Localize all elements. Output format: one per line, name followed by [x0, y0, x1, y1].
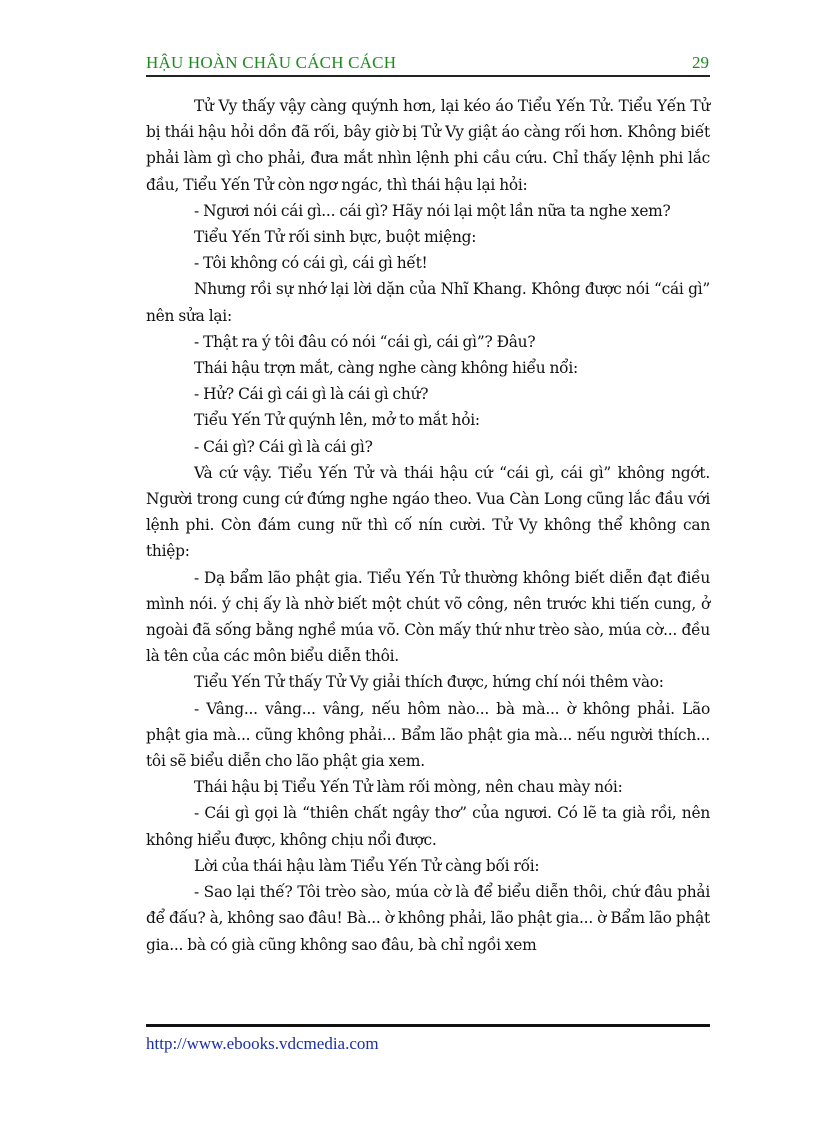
paragraph: - Tôi không có cái gì, cái gì hết!	[194, 254, 428, 273]
paragraph: - Ngươi nói cái gì... cái gì? Hãy nói lại một lần nữa ta nghe xem?	[194, 201, 671, 220]
paragraph: - Hử? Cái gì cái gì là cái gì chứ?	[194, 385, 429, 404]
paragraph: Tiểu Yến Tử rối sinh bực, buột miệng:	[194, 228, 477, 247]
paragraph: Và cứ vậy. Tiểu Yến Tử và thái hậu cứ “cái gì, cái gì” không ngớt. Người trong cung cứ đứng nghe ngáo theo. Vua Càn Long cũng lắc đầu với lệnh phi. Còn đám cung nữ thì cố nín cười. Tử Vy không thể không can thiệp:	[146, 463, 710, 561]
paragraph: - Thật ra ý tôi đâu có nói “cái gì, cái gì”? Đâu?	[194, 332, 536, 351]
paragraph: - Sao lại thế? Tôi trèo sào, múa cờ là để biểu diễn thôi, chứ đâu phải để đấu? à, không sao đâu! Bà... ờ không phải, lão phật gia... ờ Bẩm lão phật gia... bà có già cũng không sao đâu, bà chỉ ngồi xem	[146, 883, 710, 954]
paragraph: - Vâng... vâng... vâng, nếu hôm nào... bà mà... ờ không phải. Lão phật gia mà... cũng không phải... Bẩm lão phật gia mà... nếu người thích... tôi sẽ biểu diễn cho lão phật gia xem.	[146, 699, 710, 771]
paragraph: Tử Vy thấy vậy càng quýnh hơn, lại kéo áo Tiểu Yến Tử. Tiểu Yến Tử bị thái hậu hỏi dồn đã rối, bây giờ bị Tử Vy giật áo càng rối hơn. Không biết phải làm gì cho phải, đưa mắt nhìn lệnh phi cầu cứu. Chỉ thấy lệnh phi lắc đầu, Tiểu Yến Tử còn ngơ ngác, thì thái hậu lại hỏi:	[146, 97, 710, 194]
body-text	[146, 93, 710, 958]
paragraph: Thái hậu bị Tiểu Yến Tử làm rối mòng, nên chau mày nói:	[194, 778, 623, 797]
paragraph: - Dạ bẩm lão phật gia. Tiểu Yến Tử thường không biết diễn đạt điều mình nói. ý chị ấy là nhờ biết một chút võ công, nên trước khi tiến cung, ở ngoài đã sống bằng nghề múa võ. Còn mấy thứ như trèo sào, múa cờ... đều là tên của các môn biểu diễn thôi.	[146, 568, 710, 666]
footer-divider	[146, 1024, 710, 1027]
paragraph: Thái hậu trợn mắt, càng nghe càng không hiểu nổi:	[194, 359, 578, 378]
paragraph: Lời của thái hậu làm Tiểu Yến Tử càng bối rối:	[194, 856, 540, 875]
paragraph: Tiểu Yến Tử thấy Tử Vy giải thích được, hứng chí nói thêm vào:	[194, 673, 664, 692]
header-divider	[146, 75, 710, 77]
paragraph: Nhưng rồi sự nhớ lại lời dặn của Nhĩ Khang. Không được nói “cái gì” nên sửa lại:	[146, 280, 710, 325]
footer-url-link[interactable]: http://www.ebooks.vdcmedia.com	[146, 1034, 379, 1053]
paragraph: - Cái gì gọi là “thiên chất ngây thơ” của ngươi. Có lẽ ta già rồi, nên không hiểu được, không chịu nổi được.	[146, 804, 710, 849]
paragraph: Tiểu Yến Tử quýnh lên, mở to mắt hỏi:	[194, 411, 480, 430]
running-header-title: HẬU HOÀN CHÂU CÁCH CÁCH	[146, 53, 397, 72]
paragraph: - Cái gì? Cái gì là cái gì?	[194, 437, 373, 456]
page-number: 29	[692, 53, 709, 72]
